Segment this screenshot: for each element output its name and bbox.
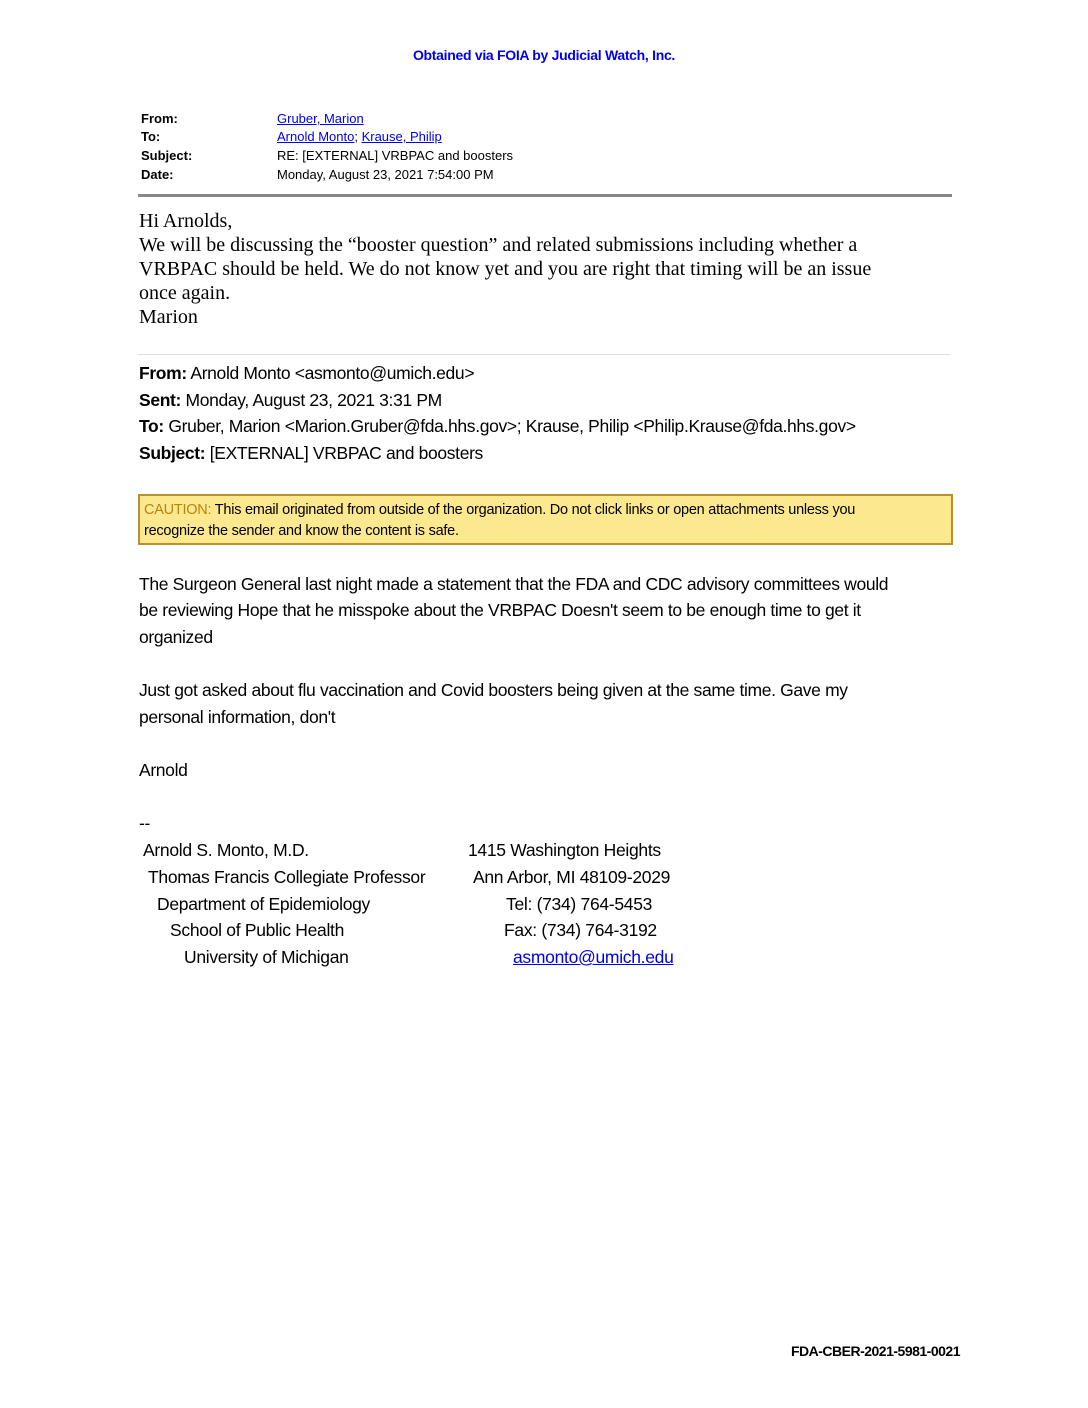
sig-tel: Tel: (734) 764-5453 — [506, 894, 653, 914]
body-line: personal information, don't — [139, 707, 336, 727]
sig-email-link[interactable]: asmonto@umich.edu — [513, 947, 674, 967]
reply-line: once again. — [139, 282, 231, 304]
to-separator: ; — [354, 129, 358, 144]
to-link-monto[interactable]: Arnold Monto — [277, 129, 355, 144]
orig-from-label: From: — [139, 363, 187, 383]
orig-to — [139, 416, 856, 437]
reply-line: We will be discussing the “booster question” and related submissions including whether a — [139, 234, 858, 256]
body-line: The Surgeon General last night made a statement that the FDA and CDC advisory committees would — [139, 574, 889, 594]
reply-signoff: Marion — [139, 306, 198, 328]
sig-city: Ann Arbor, MI 48109-2029 — [473, 867, 671, 887]
orig-sent — [139, 390, 442, 411]
body-line: organized — [139, 627, 213, 647]
caution-text: This email originated from outside of the organization. Do not click links or open attachments unless you — [211, 502, 856, 518]
reply-line: Hi Arnolds, — [139, 210, 233, 232]
to-value — [277, 129, 442, 144]
date-label: Date: — [141, 167, 174, 182]
orig-from — [139, 363, 474, 384]
foia-watermark: Obtained via FOIA by Judicial Watch, Inc. — [412, 47, 676, 63]
caution-banner — [138, 494, 953, 545]
subject-value: RE: [EXTERNAL] VRBPAC and boosters — [277, 148, 514, 163]
from-link[interactable]: Gruber, Marion — [277, 111, 364, 126]
orig-from-value: Arnold Monto <asmonto@umich.edu> — [190, 363, 475, 383]
orig-sent-value: Monday, August 23, 2021 3:31 PM — [185, 390, 442, 410]
orig-subject-value: [EXTERNAL] VRBPAC and boosters — [209, 443, 483, 463]
to-link-krause[interactable]: Krause, Philip — [361, 129, 442, 144]
sig-name: Arnold S. Monto, M.D. — [143, 840, 309, 860]
caution-label: CAUTION: — [144, 502, 212, 518]
header-divider — [138, 194, 952, 197]
subject-label: Subject: — [141, 148, 193, 163]
caution-line — [144, 502, 855, 518]
orig-subject-label: Subject: — [139, 443, 206, 463]
quote-divider — [138, 354, 950, 355]
sig-separator: -- — [139, 813, 150, 833]
sig-fax: Fax: (734) 764-3192 — [504, 920, 657, 940]
orig-to-value: Gruber, Marion <Marion.Gruber@fda.hhs.gov>; Krause, Philip <Philip.Krause@fda.hhs.gov> — [168, 416, 856, 436]
sig-univ: University of Michigan — [184, 947, 349, 967]
orig-sent-label: Sent: — [139, 390, 182, 410]
body-signoff: Arnold — [139, 760, 188, 780]
reply-line: VRBPAC should be held. We do not know yet and you are right that timing will be an issue — [139, 258, 872, 280]
body-line: Just got asked about flu vaccination and Covid boosters being given at the same time. Gave my — [139, 680, 848, 700]
orig-to-label: To: — [139, 416, 164, 436]
sig-address: 1415 Washington Heights — [468, 840, 661, 860]
bates-number: FDA-CBER-2021-5981-0021 — [790, 1343, 960, 1359]
date-value: Monday, August 23, 2021 7:54:00 PM — [277, 167, 494, 182]
orig-subject — [139, 443, 483, 464]
from-label: From: — [141, 111, 178, 126]
sig-school: School of Public Health — [170, 920, 345, 940]
caution-line: recognize the sender and know the content is safe. — [144, 523, 459, 539]
body-line: be reviewing Hope that he misspoke about the VRBPAC Doesn't seem to be enough time to get it — [139, 600, 861, 620]
sig-dept: Department of Epidemiology — [157, 894, 371, 914]
sig-title: Thomas Francis Collegiate Professor — [148, 867, 426, 887]
to-label: To: — [141, 129, 161, 144]
